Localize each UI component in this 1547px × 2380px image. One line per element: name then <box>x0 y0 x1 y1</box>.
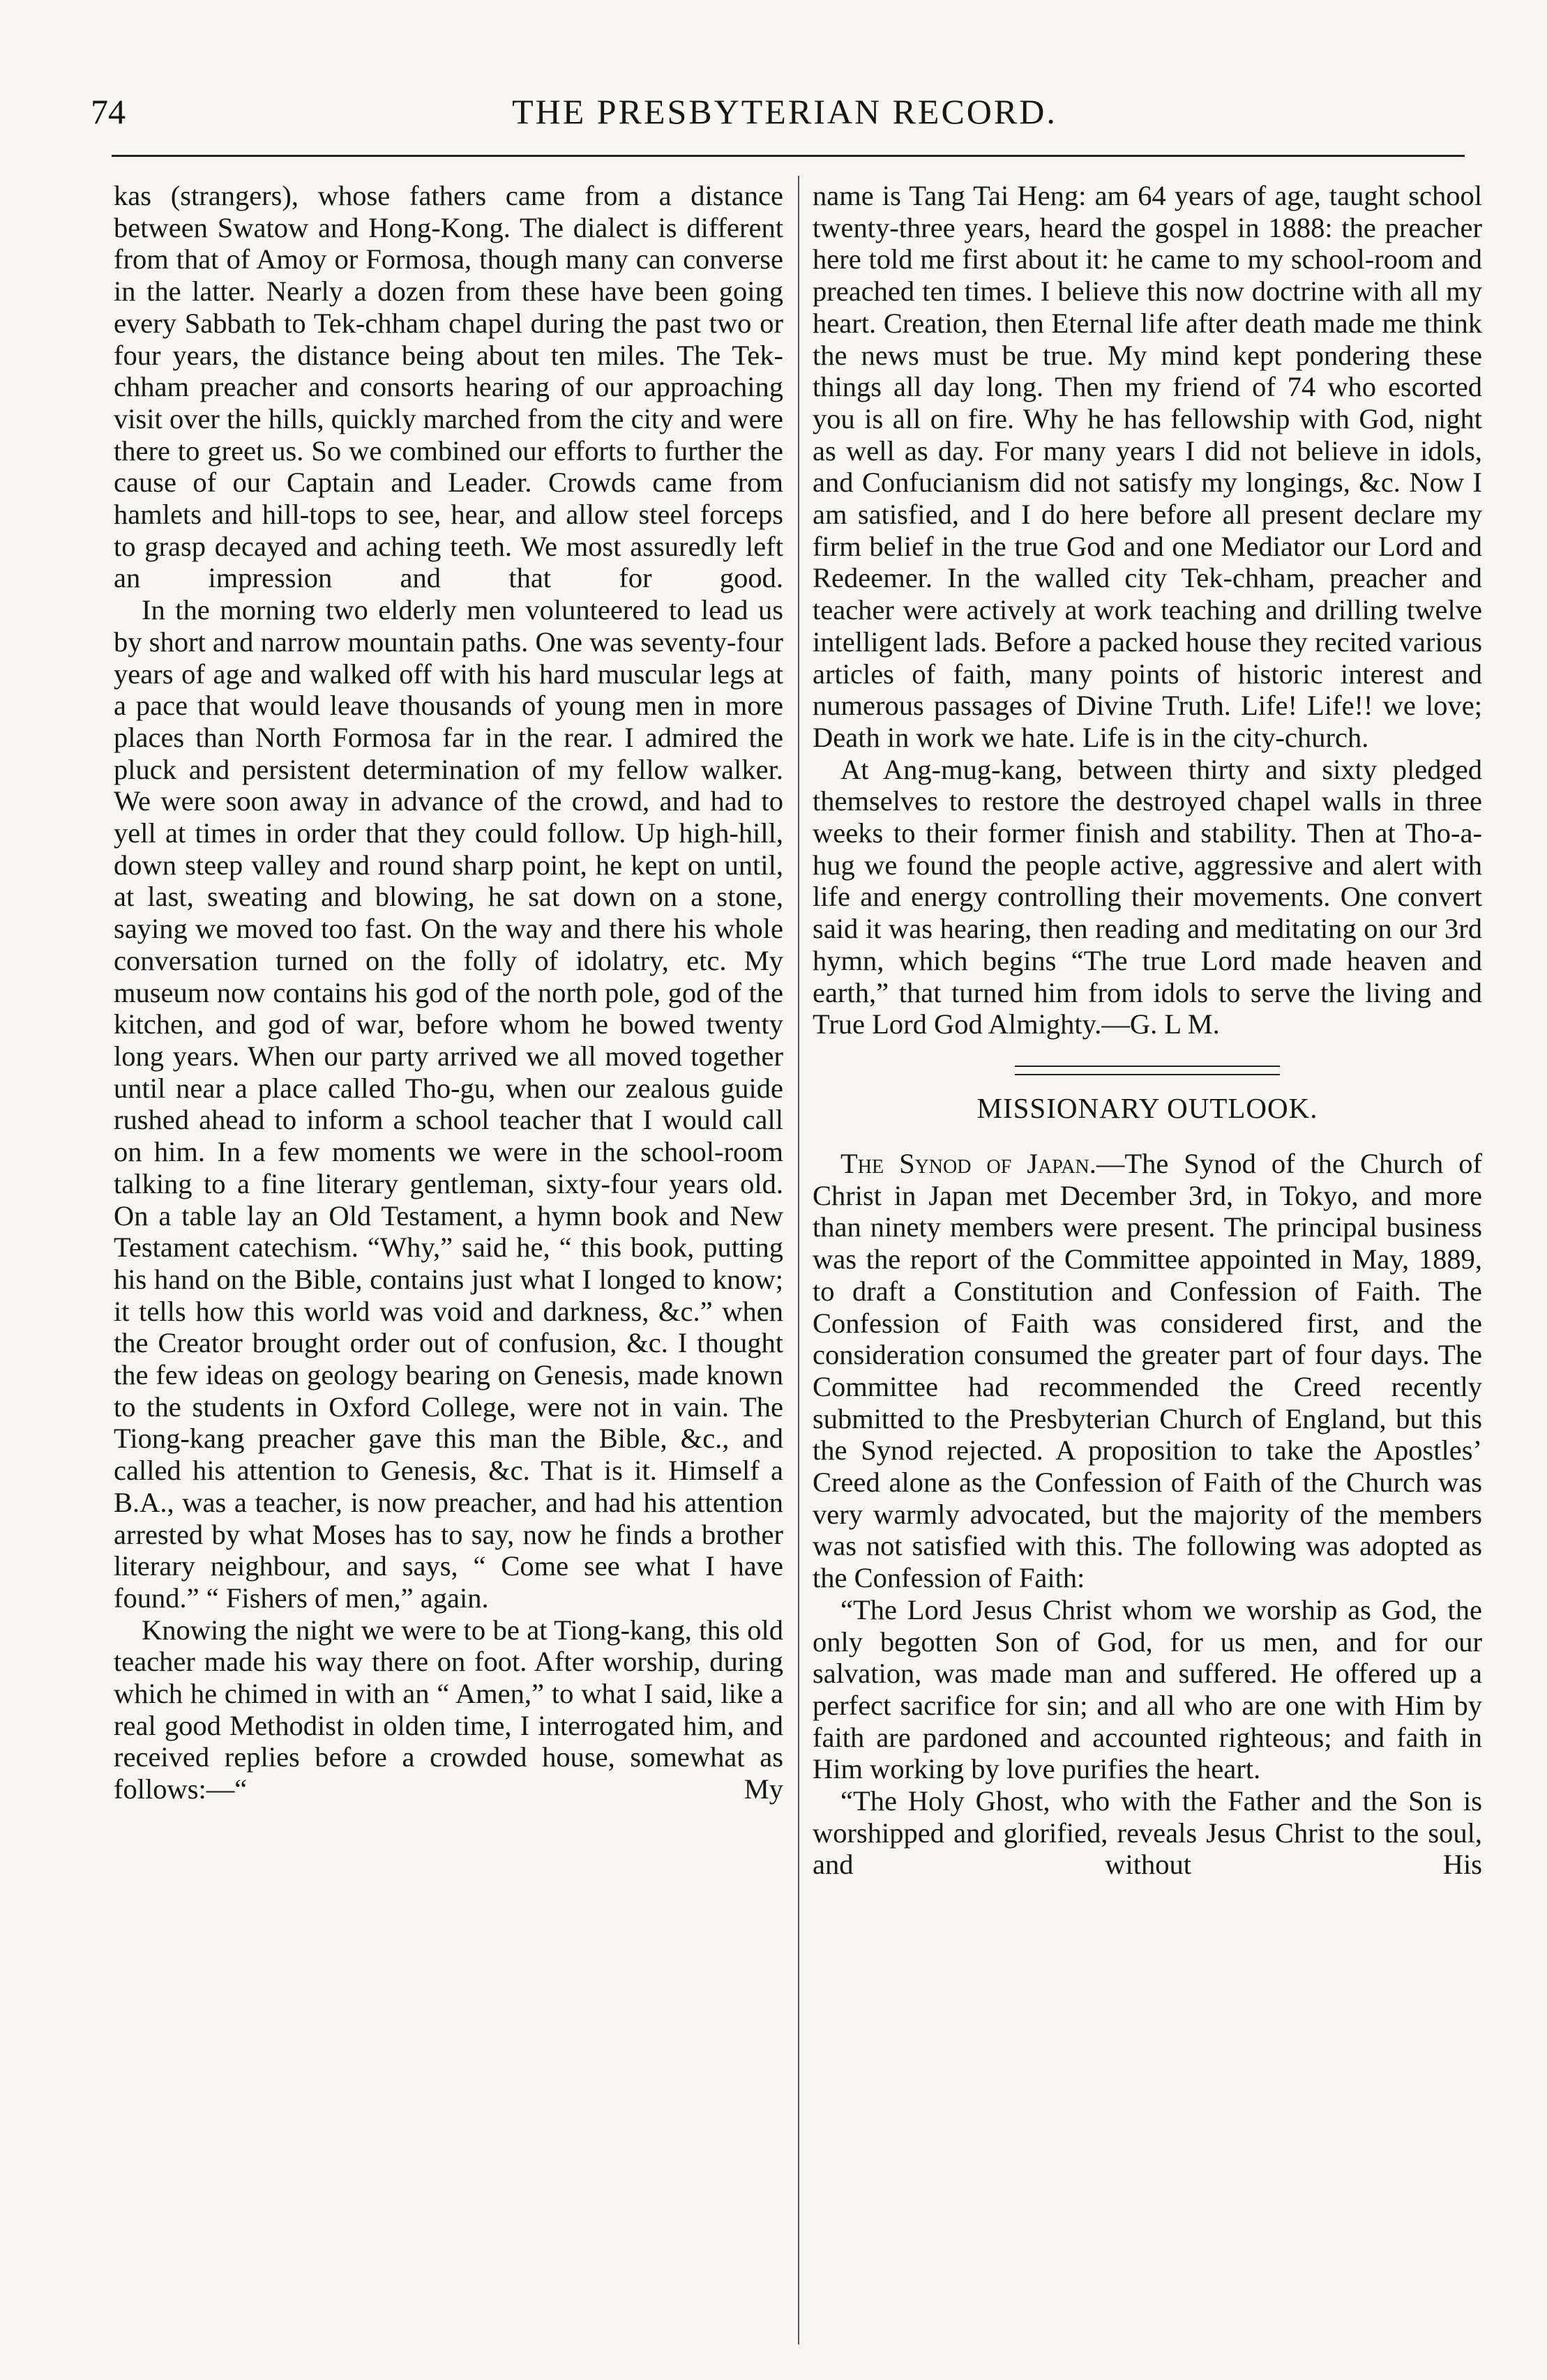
article-paragraph: kas (strangers), whose fathers came from a distance between Swatow and Hong-Kong. The dialect is different from that of Amoy or Formosa, though many can converse in the latter. Nearly a dozen from these have been going every Sabbath to Tek-chham chapel during the past two or four years, the distance being about ten miles. The Tek-chham preacher and consorts hearing of our approaching visit over the hills, quickly marched from the city and were there to greet us. So we combined our efforts to further the cause of our Captain and Leader. Crowds came from hamlets and hill-tops to see, hear, and allow steel forceps to grasp decayed and aching teeth. We most assuredly left an impression and that for good. <box>114 180 783 594</box>
article-paragraph <box>813 1148 1482 1594</box>
right-column <box>813 180 1482 1881</box>
page-header <box>91 84 1479 139</box>
running-title: THE PRESBYTERIAN RECORD. <box>512 92 1057 131</box>
column-divider <box>798 176 799 2344</box>
page-number: 74 <box>91 92 126 131</box>
lead-in: The Synod of Japan. <box>840 1147 1096 1179</box>
article-paragraph: “The Holy Ghost, who with the Father and the Son is worshipped and glorified, reveals Jesus Christ to the soul, and without His <box>813 1785 1482 1881</box>
article-paragraph: name is Tang Tai Heng: am 64 years of age, taught school twenty-three years, heard the gospel in 1888: the preacher here told me first about it: he came to my school-room and preached ten times. I believe this now doctrine with all my heart. Creation, then Eternal life after death made me think the news must be true. My mind kept pondering these things all day long. Then my friend of 74 who escorted you is all on fire. Why he has fellowship with God, night as well as day. For many years I did not believe in idols, and Confucianism did not satisfy my longings, &c. Now I am satisfied, and I do here before all present declare my firm belief in the true God and one Mediator our Lord and Redeemer. In the walled city Tek-chham, preacher and teacher were actively at work teaching and drilling twelve intelligent lads. Before a packed house they recited various articles of faith, many points of historic interest and numerous passages of Divine Truth. Life! Life!! we love; Death in work we hate. Life is in the city-church. <box>813 180 1482 753</box>
article-paragraph: Knowing the night we were to be at Tiong-kang, this old teacher made his way there on foot. After worship, during which he chimed in with an “ Amen,” to what I said, like a real good Methodist in olden time, I interrogated him, and received replies before a crowded house, somewhat as follows:—“ My <box>114 1614 783 1805</box>
section-separator <box>1015 1066 1280 1075</box>
article-paragraph: In the morning two elderly men volunteered to lead us by short and narrow mountain paths. One was seventy-four years of age and walked off with his hard muscular legs at a pace that would leave thousands of young men in more places than North Formosa far in the rear. I admired the pluck and persistent determination of my fellow walker. We were soon away in advance of the crowd, and had to yell at times in order that they could follow. Up high-hill, down steep valley and round sharp point, he kept on until, at last, sweating and blowing, he sat down on a stone, saying we moved too fast. On the way and there his whole conversation turned on the folly of idolatry, etc. My museum now contains his god of the north pole, god of the kitchen, and god of war, before whom he bowed twenty long years. When our party arrived we all moved together until near a place called Tho-gu, when our zealous guide rushed ahead to inform a school teacher that I would call on him. In a few moments we were in the school-room talking to a fine literary gentleman, sixty-four years old. On a table lay an Old Testament, a hymn book and New Testament catechism. “Why,” said he, “ this book, putting his hand on the Bible, contains just what I longed to know; it tells how this world was void and darkness, &c.” when the Creator brought order out of confusion, &c. I thought the few ideas on geology bearing on Genesis, made known to the students in Oxford College, were not in vain. The Tiong-kang preacher gave this man the Bible, &c., and called his attention to Genesis, &c. That is it. Himself a B.A., was a teacher, is now preacher, and had his attention arrested by what Moses has to say, now he finds a brother literary neighbour, and says, “ Come see what I have found.” “ Fishers of men,” again. <box>114 594 783 1614</box>
left-column <box>114 180 783 1805</box>
header-rule <box>112 155 1465 157</box>
section-title: MISSIONARY OUTLOOK. <box>976 1091 1318 1124</box>
article-paragraph: At Ang-mug-kang, between thirty and sixty pledged themselves to restore the destroyed chapel walls in three weeks to their former finish and stability. Then at Tho-a-hug we found the people active, aggressive and alert with life and energy controlling their movements. One convert said it was hearing, then reading and meditating on our 3rd hymn, which begins “The true Lord made heaven and earth,” that turned him from idols to serve the living and True Lord God Almighty.—G. L M. <box>813 753 1482 1040</box>
article-paragraph: “The Lord Jesus Christ whom we worship as God, the only begotten Son of God, for us men, and for our salvation, was made man and suffered. He offered up a perfect sacrifice for sin; and all who are one with Him by faith are pardoned and accounted righteous; and faith in Him working by love purifies the heart. <box>813 1593 1482 1785</box>
paragraph-body: —The Synod of the Church of Christ in Japan met December 3rd, in Tokyo, and more than ninety members were present. The principal business was the report of the Committee appointed in May, 1889, to draft a Constitution and Confession of Faith. The Confession of Faith was considered first, and the consideration consumed the greater part of four days. The Committee had recommended the Creed recently submitted to the Presbyterian Church of England, but this the Synod rejected. A proposition to take the Apostles’ Creed alone as the Confession of Faith of the Church was very warmly advocated, but the majority of the members was not satisfied with this. The following was adopted as the Confession of Faith: <box>813 1147 1482 1594</box>
